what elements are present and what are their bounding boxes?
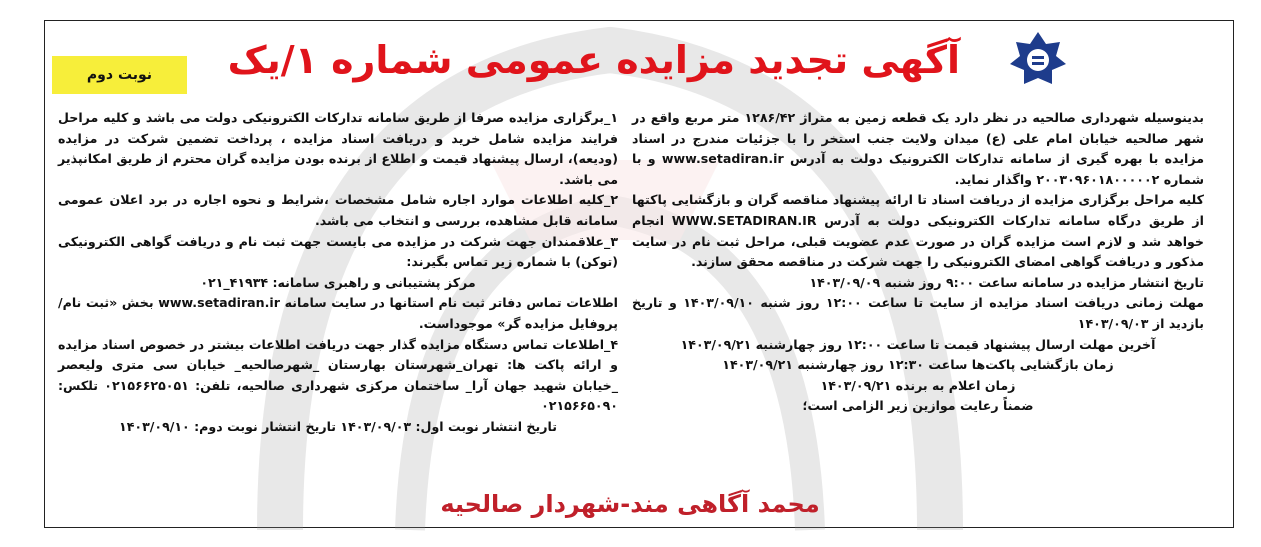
left-column: [58, 108, 618, 438]
opening-time-line: زمان بازگشایی پاکت‌ها ساعت ۱۲:۳۰ روز چهارشنبه ۱۴۰۳/۰۹/۲۱: [722, 357, 1114, 373]
intro-paragraph: بدینوسیله شهرداری صالحیه در نظر دارد یک قطعه زمین به متراژ ۱۲۸۶/۴۲ متر مربع واقع در شهر صالحیه خیابان امام علی (ع) میدان ولایت جنب استخر را با جزئیات مندرج در اسناد مزایده با بهره گیری از سامانه تدارکات الکترونیک دولت به آدرس www.setadiran.ir و با شماره ۲۰۰۳۰۹۶۰۱۸۰۰۰۰۰۲ واگذار نماید.: [632, 110, 1204, 187]
document-deadline-line: مهلت زمانی دریافت اسناد مزایده از سایت تا ساعت ۱۲:۰۰ روز شنبه ۱۴۰۳/۰۹/۱۰ و تاریخ بازدید از ۱۴۰۳/۰۹/۰۳: [632, 295, 1204, 331]
notice-title: آگهی تجدید مزایده عمومی شماره ۱/یک: [227, 38, 960, 82]
rule-1-paragraph: ۱_برگزاری مزایده صرفا از طریق سامانه تدارکات الکترونیکی دولت می باشد و کلیه مراحل فرایند مزایده شامل خرید و دریافت اسناد مزایده ، پرداخت تضمین شرکت در مزایده (ودیعه)، ارسال پیشنهاد قیمت و اطلاع از برنده بودن مزایده گران محترم از طریق امکانپذیر می باشد.: [58, 110, 618, 187]
publication-dates-line: تاریخ انتشار نوبت اول: ۱۴۰۳/۰۹/۰۳ تاریخ انتشار نوبت دوم: ۱۴۰۳/۰۹/۱۰: [119, 418, 557, 434]
rule-2-paragraph: ۲_کلیه اطلاعات موارد اجاره شامل مشخصات ،شرایط و نحوه اجاره در برد اعلان عمومی سامانه قابل مشاهده، بررسی و انتخاب می باشد.: [58, 192, 618, 228]
publish-date-line: تاریخ انتشار مزایده در سامانه ساعت ۹:۰۰ روز شنبه ۱۴۰۳/۰۹/۰۹: [809, 274, 1204, 290]
support-center-line: مرکز پشتیبانی و راهبری سامانه: ۴۱۹۳۴_۰۲۱: [200, 274, 476, 290]
rule-4-paragraph: ۴_اطلاعات تماس دستگاه مزایده گذار جهت دریافت اطلاعات بیشتر در خصوص اسناد مزایده و ارائه پاکت ها: تهران_شهرستان بهارستان _شهرصالحیه_ خیابان سی متری ولیعصر _خیابان شهید جهان آرا_ ساختمان مرکزی شهرداری صالحیه، تلفن: ۰۲۱۵۶۶۲۵۰۵۱ تلکس: ۰۲۱۵۶۶۵۰۹۰: [58, 336, 618, 414]
right-column: [632, 108, 1204, 417]
winner-announcement-line: زمان اعلام به برنده ۱۴۰۳/۰۹/۲۱: [820, 377, 1016, 393]
requirements-intro-line: ضمناً رعایت موازین زیر الزامی است؛: [802, 398, 1034, 414]
process-paragraph: کلیه مراحل برگزاری مزایده از دریافت اسناد تا ارائه پیشنهاد مناقصه گران و بازگشایی پاکتها از طریق درگاه سامانه تدارکات الکترونیکی دولت به آدرس WWW.SETADIRAN.IR انجام خواهد شد و لازم است مزایده گران در صورت عدم عضویت قبلی، مراحل ثبت نام در سایت مذکور و دریافت گواهی امضای الکترونیکی را جهت شرکت در مناقصه محقق سازند.: [632, 192, 1204, 270]
registration-offices-line: اطلاعات تماس دفاتر ثبت نام استانها در سایت سامانه www.setadiran.ir بخش «ثبت نام/پروفایل مزایده گر» موجوداست.: [58, 295, 618, 331]
publication-round-badge: نوبت دوم: [52, 56, 187, 94]
municipality-logo-icon: [1008, 30, 1068, 90]
mayor-signature: محمد آگاهی مند-شهردار صالحیه: [440, 490, 820, 518]
bid-deadline-line: آخرین مهلت ارسال پیشنهاد قیمت تا ساعت ۱۲:۰۰ روز چهارشنبه ۱۴۰۳/۰۹/۲۱: [680, 336, 1156, 352]
rule-3-paragraph: ۳_علاقمندان جهت شرکت در مزایده می بایست جهت ثبت نام و دریافت گواهی الکترونیکی (توکن) با شماره زیر تماس بگیرند:: [58, 233, 618, 270]
